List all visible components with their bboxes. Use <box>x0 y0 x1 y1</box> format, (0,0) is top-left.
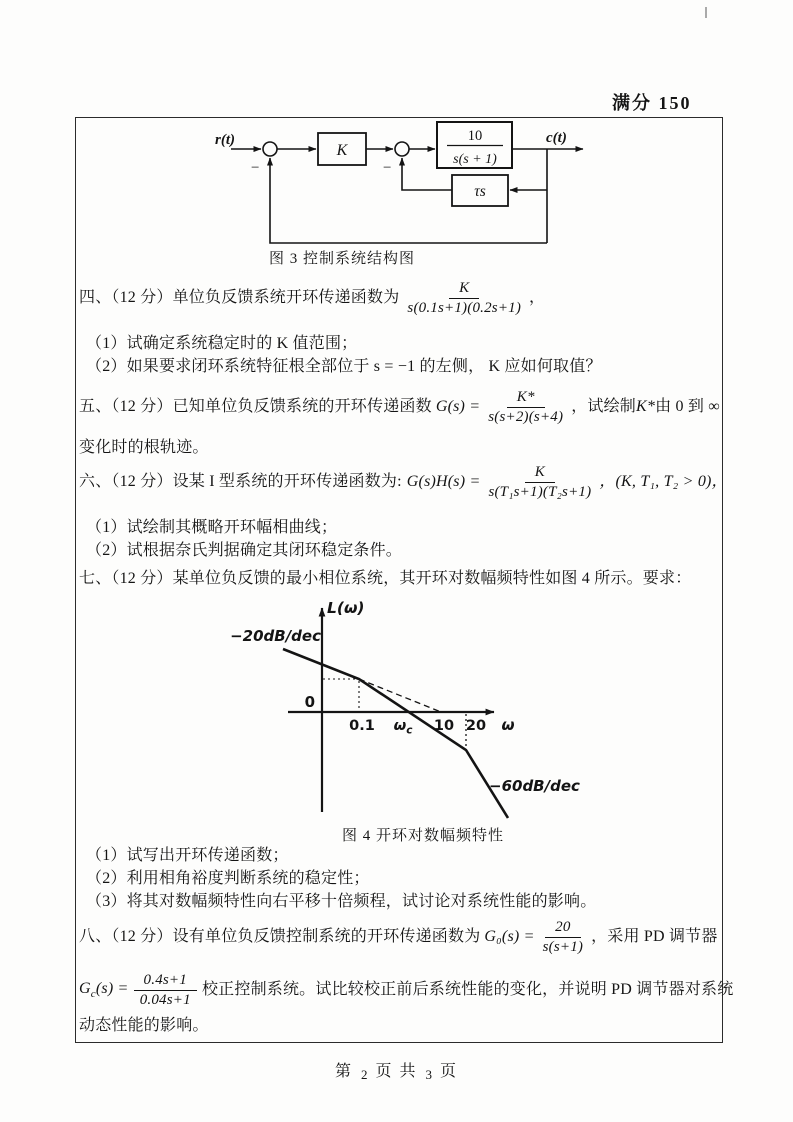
figure4-bode-plot <box>230 592 580 825</box>
q6-item-1: （1）试绘制其概略开环幅相曲线； <box>86 519 338 536</box>
q5-lead: 五、（12 分）已知单位负反馈系统的开环传递函数 <box>79 397 432 415</box>
fig3-gain-label: K <box>336 142 348 159</box>
page-footer <box>0 1058 793 1081</box>
fig4-slope-label-60: −60dB/dec <box>489 777 580 795</box>
total-score-label: 满分 150 <box>612 93 692 113</box>
fig4-tick-10: 10 <box>433 718 455 734</box>
q5-transfer-function: G(s) = <box>435 397 481 415</box>
q8-transfer-function: G₀(s) = <box>484 927 535 945</box>
question-6-line <box>79 460 728 504</box>
q6-transfer-function: G(s)H(s) = <box>406 472 481 490</box>
q6-fraction-denominator: s(T₁s+1)(T₂s+1) <box>488 483 592 500</box>
q8-lead: 八、（12 分）设有单位负反馈控制系统的开环传递函数为 <box>79 927 481 945</box>
q8-fraction-1-denominator: s(s+1) <box>542 938 584 955</box>
scan-artifact <box>705 7 707 18</box>
q5-fraction <box>485 388 566 427</box>
q5-tail-2: 由 0 到 ∞ <box>655 397 720 415</box>
fig3-minus-sign-left: − <box>251 160 260 176</box>
q7-item-3: （3）将其对数幅频特性向右平移十倍频程，试讨论对系统性能的影响。 <box>86 893 597 910</box>
fig4-x-axis-label: ω <box>501 716 515 734</box>
q6-lead: 六、（12 分）设某 I 型系统的开环传递函数为: <box>79 472 402 490</box>
question-5-line <box>79 386 720 428</box>
q8-fraction-2-denominator: 0.04s+1 <box>139 991 191 1008</box>
fig4-y-axis-label: L(ω) <box>327 599 365 617</box>
fig3-minus-sign-right: − <box>383 160 392 176</box>
q4-item-1: （1）试确定系统稳定时的 K 值范围； <box>86 335 358 352</box>
q8-gc-base: G <box>79 979 91 997</box>
figure3-caption: 图 3 控制系统结构图 <box>268 251 415 267</box>
fig3-plant-numerator: 10 <box>467 128 483 144</box>
q4-lead: 四、（12 分）单位负反馈系统开环传递函数为 <box>79 288 400 306</box>
q7-item-2: （2）利用相角裕度判断系统的稳定性； <box>86 870 370 887</box>
q8-gc-subscript: c <box>90 987 96 1000</box>
q4-tail: ， <box>529 288 546 306</box>
footer-total-pages: 3 <box>425 1067 432 1082</box>
q4-item-2: （2）如果要求闭环系统特征根全部位于 s = −1 的左侧， K 应如何取值？ <box>86 358 602 375</box>
fig3-summing-junction-1 <box>263 142 277 156</box>
footer-page-number: 2 <box>360 1067 368 1082</box>
question-8-line-2 <box>79 968 733 1012</box>
q8-fraction-1-numerator: 20 <box>545 918 580 938</box>
q8-gc-rest: (s) = <box>95 979 129 997</box>
question-7-lead: 七、（12 分）某单位负反馈的最小相位系统，其开环对数幅频特性如图 4 所示。要求： <box>79 570 692 587</box>
fig3-plant-denominator: s(s + 1) <box>453 152 497 167</box>
fig4-omega-c-subscript: c <box>406 724 413 737</box>
q8-fraction-2 <box>134 971 197 1010</box>
q6-tail: ，(K, T₁, T₂ > 0)， <box>599 472 728 490</box>
q6-fraction <box>485 463 594 502</box>
q8-tail-2: 校正控制系统。试比较校正前后系统性能的变化，并说明 PD 调节器对系统 <box>201 980 734 998</box>
q8-fraction-2-numerator: 0.4s+1 <box>134 971 197 991</box>
q4-fraction-numerator: K <box>449 279 479 299</box>
q6-item-2: （2）试根据奈氏判据确定其闭环稳定条件。 <box>86 542 403 559</box>
q8-tail-1: ，采用 PD 调节器 <box>591 927 718 945</box>
q8-fraction-1 <box>540 918 587 957</box>
q4-fraction <box>404 279 524 318</box>
footer-suffix: 页 <box>440 1063 459 1080</box>
q5-kstar: K* <box>636 397 656 415</box>
fig4-tick-0-1: 0.1 <box>349 718 375 734</box>
fig3-output-label: c(t) <box>546 130 567 146</box>
footer-prefix: 第 <box>334 1063 353 1080</box>
fig3-summing-junction-2 <box>395 142 409 156</box>
figure4-caption: 图 4 开环对数幅频特性 <box>341 828 504 844</box>
q5-fraction-denominator: s(s+2)(s+4) <box>488 408 564 425</box>
q7-item-1: （1）试写出开环传递函数； <box>86 847 289 864</box>
fig3-feedback-label: τs <box>474 183 486 200</box>
fig4-tick-20: 20 <box>465 718 487 734</box>
q5-tail-1: ，试绘制 <box>571 397 636 415</box>
q4-fraction-denominator: s(0.1s+1)(0.2s+1) <box>407 299 522 316</box>
q6-fraction-numerator: K <box>525 463 555 483</box>
q5-fraction-numerator: K* <box>507 388 545 408</box>
q8-gc-symbol <box>79 979 129 1001</box>
fig4-origin-label: 0 <box>304 693 315 711</box>
q8-line-3: 动态性能的影响。 <box>79 1017 209 1034</box>
fig4-tick-omega-c <box>394 718 414 737</box>
question-8-line-1 <box>79 916 718 958</box>
question-4-line <box>79 277 545 319</box>
footer-middle: 页 共 <box>375 1063 418 1080</box>
fig4-slope-label-20: −20dB/dec <box>230 627 321 645</box>
fig3-input-label: r(t) <box>215 132 235 148</box>
q5-line-2: 变化时的根轨迹。 <box>79 439 209 456</box>
fig4-omega-c-base: ω <box>393 718 407 734</box>
